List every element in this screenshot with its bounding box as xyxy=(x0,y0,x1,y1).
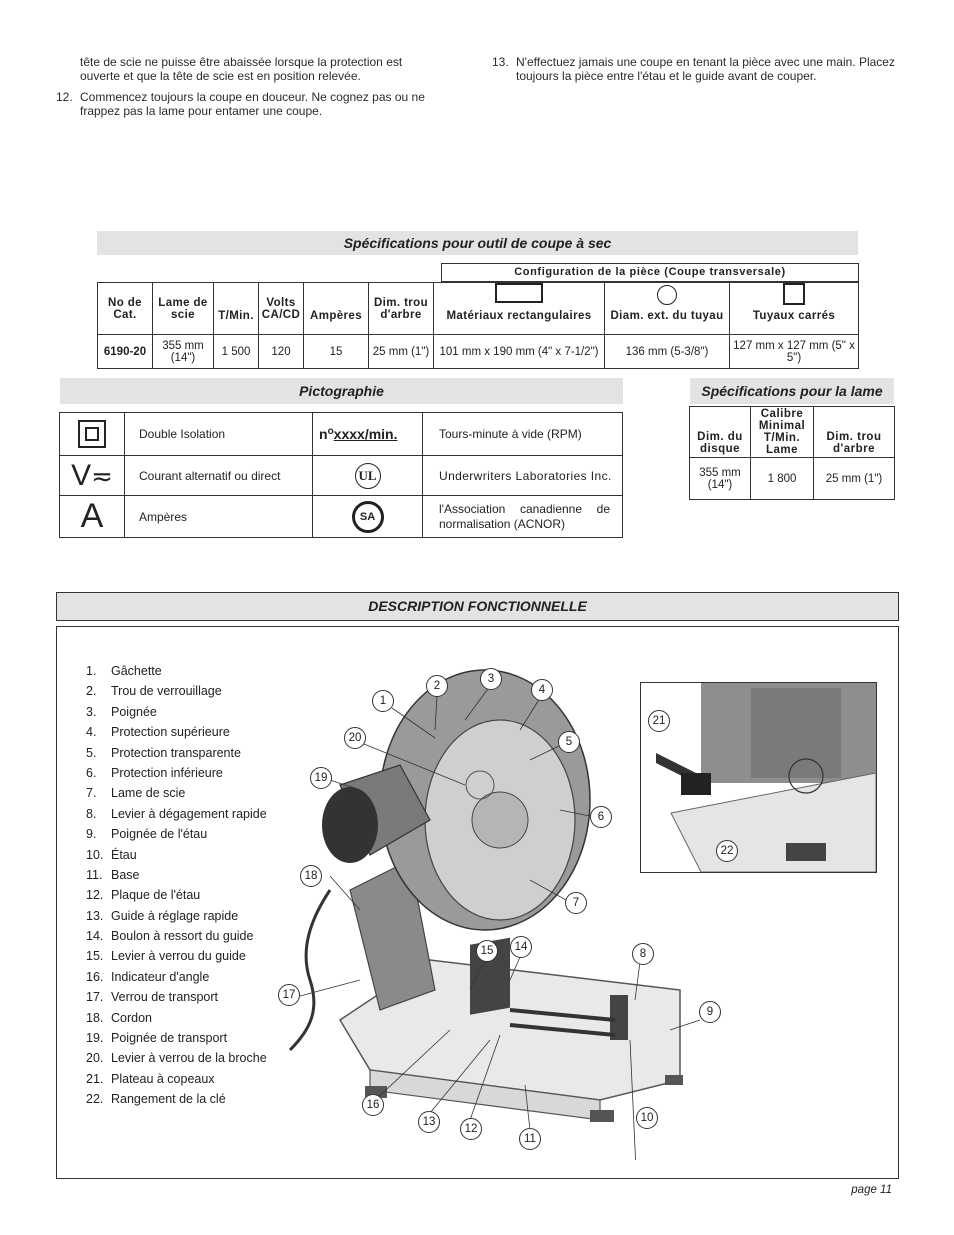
col-rect xyxy=(434,283,605,335)
blade-cell-calibre: 1 800 xyxy=(751,458,814,500)
callout-2: 2 xyxy=(426,675,448,697)
callout-20: 20 xyxy=(344,727,366,749)
cell-cat: 6190-20 xyxy=(98,335,153,369)
specs-title: Spécifications pour outil de coupe à sec xyxy=(97,231,858,255)
col-trou: Dim. trou d'arbre xyxy=(369,283,434,335)
list-item: 19. Poignée de transport xyxy=(86,1031,228,1046)
callout-22: 22 xyxy=(716,840,738,862)
rectangle-icon xyxy=(495,283,543,303)
config-header: Configuration de la pièce (Coupe transversale) xyxy=(441,263,859,282)
list-item: 15. Levier à verrou du guide xyxy=(86,949,246,964)
picto-label-rpm: Tours-minute à vide (RPM) xyxy=(423,413,623,456)
col-amperes: Ampères xyxy=(304,283,369,335)
callout-15: 15 xyxy=(476,940,498,962)
list-item: 18. Cordon xyxy=(86,1010,152,1025)
callout-13: 13 xyxy=(418,1111,440,1133)
list-item: 17. Verrou de transport xyxy=(86,990,219,1005)
picto-label-amperes: Ampères xyxy=(125,496,313,538)
callout-10: 10 xyxy=(636,1107,658,1129)
instruction-13: 13. N'effectuez jamais une coupe en tenant la pièce avec une main. Placez toujours la pièce entre l'étau et le guide avant de couper. xyxy=(492,55,895,83)
cell-tmin: 1 500 xyxy=(214,335,259,369)
list-item: 1. Gâchette xyxy=(86,664,162,678)
cell-volts: 120 xyxy=(259,335,304,369)
col-volts: Volts CA/CD xyxy=(259,283,304,335)
list-item: 6. Protection inférieure xyxy=(86,765,223,780)
blade-col-calibre: Calibre Minimal T/Min. Lame xyxy=(751,407,814,458)
col-tmin: T/Min. xyxy=(214,283,259,335)
blade-cell-trou: 25 mm (1") xyxy=(814,458,895,500)
callout-9: 9 xyxy=(699,1001,721,1023)
col-lame: Lame de scie xyxy=(153,283,214,335)
specs-table xyxy=(97,282,859,369)
ac-dc-icon: V≂ xyxy=(60,456,125,496)
list-item: 21. Plateau à copeaux xyxy=(86,1071,215,1086)
blade-col-disque: Dim. du disque xyxy=(690,407,751,458)
ul-label-text: Underwriters Laboratories Inc. xyxy=(439,468,612,483)
callout-1: 1 xyxy=(372,690,394,712)
blade-table xyxy=(689,406,895,500)
rpm-symbol: xxxx/min. xyxy=(333,426,398,442)
callout-17: 17 xyxy=(278,984,300,1006)
list-item: 10. Étau xyxy=(86,847,137,862)
cell-rect: 101 mm x 190 mm (4" x 7-1/2") xyxy=(434,335,605,369)
col-carres xyxy=(730,283,859,335)
blade-title: Spécifications pour la lame xyxy=(690,378,894,404)
picto-label-double: Double Isolation xyxy=(125,413,313,456)
cell-amperes: 15 xyxy=(304,335,369,369)
callout-4: 4 xyxy=(531,679,553,701)
col-cat: No de Cat. xyxy=(98,283,153,335)
instruction-11-cont: tête de scie ne puisse être abaissée lorsque la protection est ouverte et que la tête de scie est en position relevée. xyxy=(80,55,403,83)
ul-icon: UL xyxy=(313,456,423,496)
callout-6: 6 xyxy=(590,806,612,828)
list-item: 2. Trou de verrouillage xyxy=(86,684,222,699)
a-symbol: A xyxy=(80,497,104,535)
list-item: 20. Levier à verrou de la broche xyxy=(86,1051,267,1066)
list-item: 16. Indicateur d'angle xyxy=(86,969,210,984)
pictographie-table xyxy=(59,412,623,538)
list-item: 22. Rangement de la clé xyxy=(86,1092,226,1107)
callout-8: 8 xyxy=(632,943,654,965)
description-title: DESCRIPTION FONCTIONNELLE xyxy=(56,592,899,621)
inset-detail-box xyxy=(640,682,877,873)
inset-illustration xyxy=(641,683,876,872)
v-symbol: V xyxy=(71,458,92,492)
col-carres-label: Tuyaux carrés xyxy=(752,310,836,322)
callout-14: 14 xyxy=(510,936,532,958)
callout-11: 11 xyxy=(519,1128,541,1150)
list-item: 5. Protection transparente xyxy=(86,745,241,760)
double-insulation-icon xyxy=(60,413,125,456)
list-item: 3. Poignée xyxy=(86,704,157,719)
cell-trou: 25 mm (1") xyxy=(369,335,434,369)
list-item: 14. Boulon à ressort du guide xyxy=(86,929,254,944)
list-item: 9. Poignée de l'étau xyxy=(86,827,208,842)
page-number: page 11 xyxy=(851,1184,892,1196)
callout-7: 7 xyxy=(565,892,587,914)
list-item: 11. Base xyxy=(86,867,140,882)
callout-19: 19 xyxy=(310,767,332,789)
col-rect-label: Matériaux rectangulaires xyxy=(446,310,592,322)
cell-carres: 127 mm x 127 mm (5" x 5") xyxy=(730,335,859,369)
blade-col-trou: Dim. trou d'arbre xyxy=(814,407,895,458)
square-icon xyxy=(783,283,805,305)
callout-21: 21 xyxy=(648,710,670,732)
picto-label-ul xyxy=(423,456,623,496)
blade-cell-disque: 355 mm (14") xyxy=(690,458,751,500)
picto-label-csa: l'Association canadienne de normalisation (ACNOR) xyxy=(423,496,623,538)
list-item: 7. Lame de scie xyxy=(86,786,186,801)
col-tuyau xyxy=(605,283,730,335)
callout-12: 12 xyxy=(460,1118,482,1140)
callout-3: 3 xyxy=(480,668,502,690)
list-item: 4. Protection supérieure xyxy=(86,725,230,740)
list-item: 13. Guide à réglage rapide xyxy=(86,908,239,923)
pictographie-title: Pictographie xyxy=(60,378,623,404)
parts-list xyxy=(86,664,301,1113)
cell-lame: 355 mm (14") xyxy=(153,335,214,369)
rpm-icon: $n^oxxxx/\min$. xyxy=(313,413,423,456)
list-item: 8. Levier à dégagement rapide xyxy=(86,806,267,821)
callout-18: 18 xyxy=(300,865,322,887)
cell-tuyau: 136 mm (5-3/8") xyxy=(605,335,730,369)
amperes-icon xyxy=(60,496,125,538)
instruction-12: 12. Commencez toujours la coupe en douceur. Ne cognez pas ou ne frappez pas la lame pour entamer une coupe. xyxy=(56,90,425,118)
circle-icon xyxy=(657,285,677,305)
col-tuyau-label: Diam. ext. du tuyau xyxy=(610,310,724,322)
callout-5: 5 xyxy=(558,731,580,753)
csa-icon: SA xyxy=(313,496,423,538)
callout-16: 16 xyxy=(362,1094,384,1116)
picto-label-acdc: Courant alternatif ou direct xyxy=(125,456,313,496)
list-item: 12. Plaque de l'étau xyxy=(86,888,201,903)
